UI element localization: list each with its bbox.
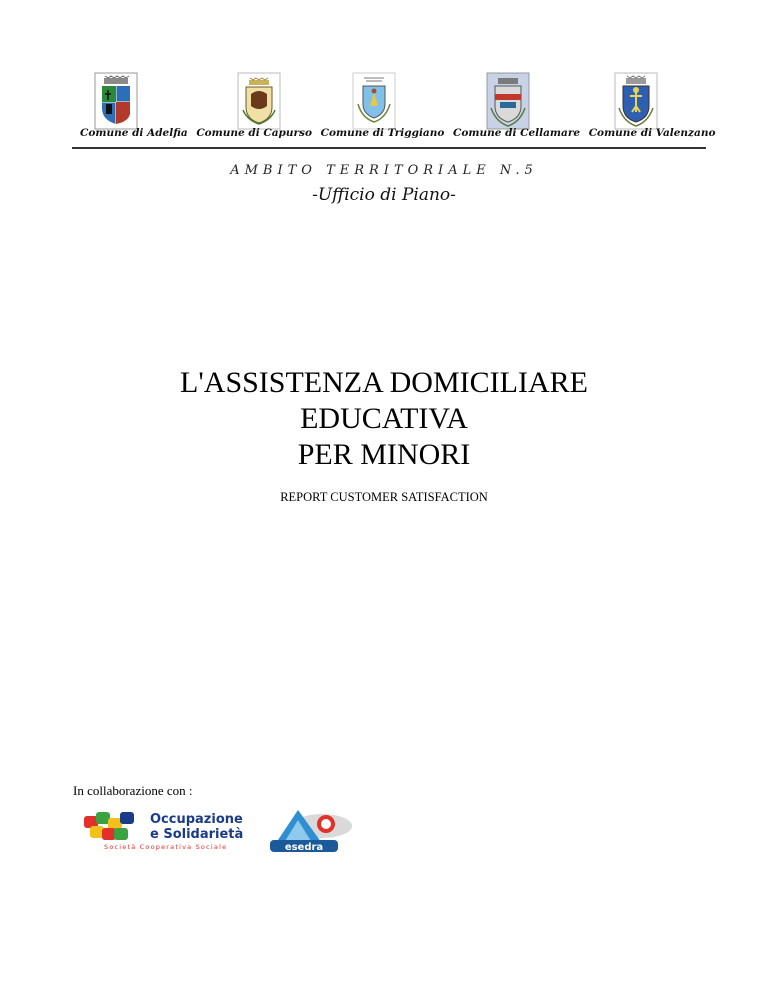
header-divider (72, 147, 706, 149)
partner2-name: esedra (284, 842, 324, 853)
municipality-name: Comune di Capurso (196, 127, 312, 139)
partner1-tagline: Società Cooperativa Sociale (104, 843, 228, 851)
cellamare-crest-icon (486, 72, 530, 130)
municipality-name: Comune di Adelfia (80, 127, 188, 139)
occupazione-solidarieta-logo (82, 806, 252, 852)
title-line: EDUCATIVA (300, 402, 468, 435)
puzzle-icon (84, 812, 134, 840)
municipality-name: Comune di Valenzano (588, 127, 716, 139)
partner1-line1: Occupazione (150, 812, 243, 827)
title-line: PER MINORI (297, 438, 471, 471)
ambito-heading: AMBITO TERRITORIALE N.5 (230, 163, 538, 178)
title-line: L'ASSISTENZA DOMICILIARE (180, 366, 588, 399)
esedra-logo (268, 802, 354, 854)
adelfia-crest-icon (94, 72, 138, 130)
valenzano-crest-icon (614, 72, 658, 130)
triggiano-crest-icon (352, 72, 396, 130)
partner1-line2: e Solidarietà (150, 827, 244, 842)
document-title (0, 365, 768, 473)
ufficio-heading: -Ufficio di Piano- (312, 185, 456, 205)
document-subtitle: REPORT CUSTOMER SATISFACTION (280, 490, 488, 504)
crest-row (0, 72, 768, 132)
municipality-names (80, 127, 728, 139)
capurso-crest-icon (237, 72, 281, 130)
municipality-name: Comune di Triggiano (320, 127, 445, 139)
municipality-name: Comune di Cellamare (453, 127, 581, 139)
collaboration-label: In collaborazione con : (73, 783, 193, 798)
